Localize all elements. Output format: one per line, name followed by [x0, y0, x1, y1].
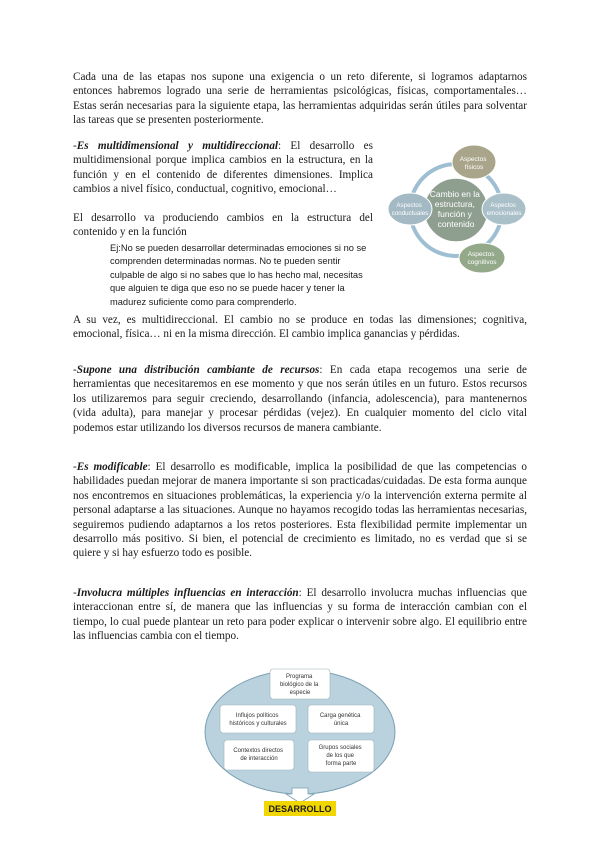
- cognitivos-line-2: cognitivos: [467, 259, 497, 266]
- example-paragraph: Ej:No se pueden desarrollar determinadas emociones si no se comprenden determinadas normas. No te pueden sentir culpable de algo si no sabes que lo has hecho mal, necesitas que alguien te diga que eso no se puede hacer y tener la madurez suficiente como para comprenderlo.: [110, 243, 367, 307]
- cognitivos-line-1: Aspectos: [467, 251, 495, 258]
- distribucion-heading: Supone una distribución cambiante de recursos: [76, 364, 320, 376]
- box-carga-genetica: [308, 705, 374, 733]
- distribucion-paragraph: [73, 363, 527, 435]
- fisicos-line-2: físicos: [464, 164, 484, 171]
- modificable-paragraph: [73, 460, 527, 561]
- contextos-line-1: Contextos directos: [233, 748, 284, 754]
- modificable-dash: -: [73, 461, 77, 473]
- contextos-line-2: de interacción: [240, 756, 278, 762]
- influence-diagram: [200, 660, 400, 820]
- center-line-3: función y: [437, 209, 472, 219]
- node-conductuales: [388, 193, 432, 225]
- center-line-1: Cambio en la: [429, 189, 480, 199]
- multidireccional-paragraph: A su vez, es multidireccional. El cambio no se produce en todas las dimensiones; cognitiva, emocional, física… ni en la misma dirección. El cambio implica ganancias y pérdidas.: [73, 314, 527, 341]
- node-emocionales: [482, 193, 526, 225]
- svg-text:Aspectos cognitivos: [468, 251, 498, 266]
- grupos-line-2: de los que: [326, 753, 355, 759]
- influjos-line-2: históricos y culturales: [229, 721, 287, 727]
- multidimensional-text-2: El desarrollo va produciendo cambios en la estructura del contenido y en la función: [73, 212, 373, 239]
- node-cognitivos: [459, 243, 505, 273]
- center-line-4: contenido: [437, 219, 475, 229]
- desarrollo-label: DESARROLLO: [268, 804, 332, 814]
- influencias-paragraph: [73, 586, 527, 644]
- influencias-dash: -: [73, 587, 77, 599]
- carga-line-2: única: [333, 721, 349, 727]
- influencias-text: : El desarrollo involucra muchas influencias que interaccionan entre sí, de manera que las influencias y su forma de interacción cambian con el tiempo, lo cual puede plantear un reto para poder explicar o intervenir sobre algo. El equilibrio entre las influencias cambia con el tiempo.: [73, 587, 527, 643]
- cycle-diagram: [386, 142, 528, 274]
- svg-text:Aspectos emocionales: [487, 202, 522, 217]
- influencias-heading: Involucra múltiples influencias en interacción: [76, 587, 299, 599]
- multidimensional-text: : El desarrollo es multidimensional porque implica cambios en la estructura, en la función y en el contenido de diferentes dimensiones. Implica cambios a nivel físico, conductual, cognitivo, emocional…: [73, 140, 373, 196]
- multi-dash: -: [73, 140, 77, 152]
- box-influjos: [220, 705, 296, 733]
- programa-line-3: especie: [289, 690, 311, 696]
- influjos-line-1: Influjos políticos: [235, 713, 279, 719]
- multidimensional-paragraph: [73, 139, 373, 197]
- center-line-2: estructura,: [434, 199, 475, 209]
- distribucion-dash: -: [73, 364, 77, 376]
- carga-line-1: Carga genética: [319, 713, 361, 719]
- multidimensional-heading: Es multidimensional y multidireccional: [76, 140, 279, 152]
- emocionales-line-1: Aspectos: [490, 202, 516, 209]
- fisicos-line-1: Aspectos: [459, 156, 487, 163]
- modificable-heading: Es modificable: [76, 461, 148, 473]
- intro-paragraph: Cada una de las etapas nos supone una exigencia o un reto diferente, si logramos adaptarnos entonces habremos logrado una serie de herramientas psicológicas, físicas, comportamentales… Estas serán necesarias para la siguiente etapa, las herramientas adquiridas serán útiles para solventar las tareas que se presenten posteriormente.: [73, 71, 527, 127]
- box-contextos: [224, 740, 294, 770]
- grupos-line-3: forma parte: [325, 761, 357, 767]
- distribucion-text: : En cada etapa recogemos una serie de herramientas que necesitaremos en ese momento y que nos serán útiles en un futuro. Estos recursos los utilizaremos para seguir creciendo, desarrollando (infancia, adolescencia), para mantenernos (vida adulta), para manejar y procesar pérdidas (vejez). En cualquier momento del ciclo vital podemos estar utilizando los diversos recursos de manera cambiante.: [73, 364, 527, 434]
- conductuales-line-1: Aspectos: [396, 202, 422, 209]
- modificable-text: : El desarrollo es modificable, implica la posibilidad de que las competencias o habilidades puedan mejorar de manera importante si son practicadas/cuidadas. De esta forma aunque nos encontremos en situaciones problemáticas, la experiencia y/o la intervención externa permite al personal adaptarse a las situaciones. Aunque no hayamos recogido todas las herramientas necesarias, seguiremos pudiendo adaptarnos a los retos posteriores. Esta flexibilidad permite implementar un desarrollo más positivo. Si bien, el potencial de crecimiento es limitado, no es verdad que si se quiere y si hay esfuerzo todo es posible.: [73, 461, 528, 560]
- programa-line-2: biológico de la: [279, 682, 319, 688]
- svg-text:Aspectos conductuales: [392, 202, 428, 217]
- programa-line-1: Programa: [285, 674, 313, 680]
- conductuales-line-2: conductuales: [391, 210, 429, 217]
- grupos-line-1: Grupos sociales: [318, 745, 362, 751]
- emocionales-line-2: emocionales: [486, 210, 522, 217]
